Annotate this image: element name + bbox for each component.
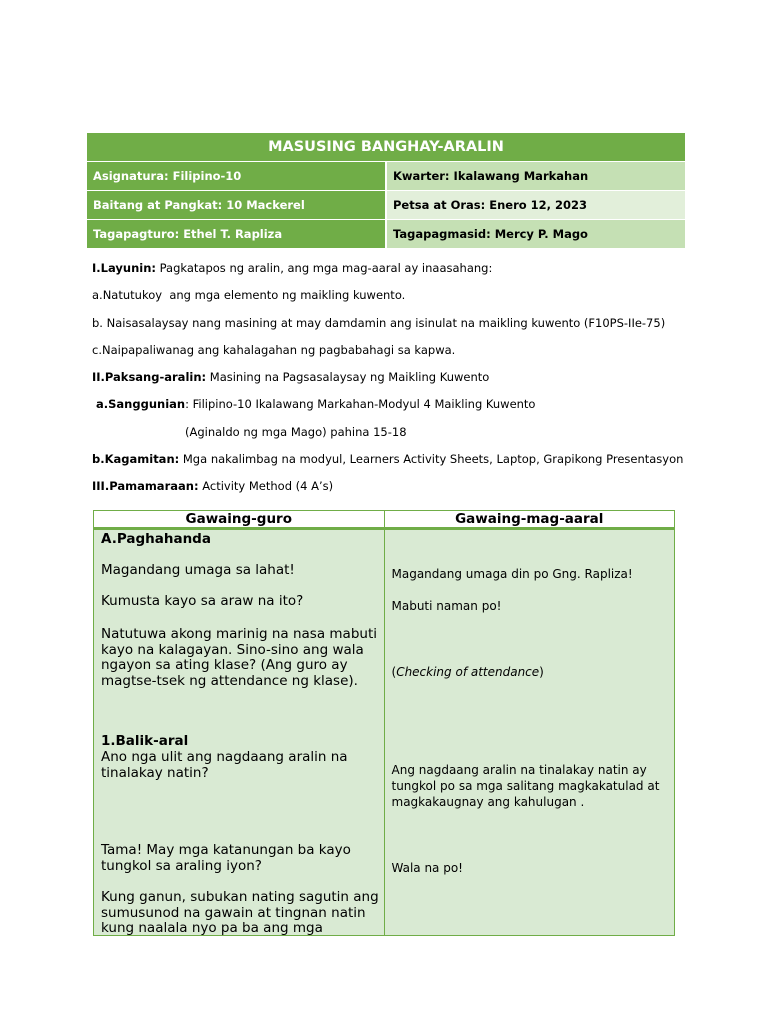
attendance-paren-close: ) <box>539 665 544 679</box>
teacher-cell: Tagapagturo: Ethel T. Rapliza <box>87 220 386 249</box>
objective-a: a.Natutukoy ang mga elemento ng maikling kuwento. <box>92 288 406 303</box>
objectives-label: I.Layunin: <box>92 261 156 275</box>
reference-text: : Filipino-10 Ikalawang Markahan-Modyul 4 Maikling Kuwento <box>185 397 536 412</box>
attendance-text: Checking of attendance <box>396 665 540 679</box>
procedure-line <box>92 480 692 493</box>
reference-continuation: (Aginaldo ng mga Mago) pahina 15-18 <box>185 424 407 439</box>
grade-section-cell: Baitang at Pangkat: 10 Mackerel <box>87 191 386 220</box>
student-activity-header: Gawaing-mag-aaral <box>384 511 675 529</box>
student-activity-cell <box>384 529 675 936</box>
student-greeting: Magandang umaga din po Gng. Rapliza! <box>391 567 633 581</box>
review-question: Ano nga ulit ang nagdaang aralin na tinalakay natin? <box>101 749 348 781</box>
student-no-questions: Wala na po! <box>391 861 463 875</box>
teacher-activity-header: Gawaing-guro <box>94 511 385 529</box>
teacher-follow-up: Tama! May mga katanungan ba kayo tungkol sa araling iyon? <box>101 842 351 874</box>
student-review-answer: Ang nagdaang aralin na tinalakay natin ay tungkol po sa mga salitang magkakatulad at magkakaugnay ang kahulugan . <box>391 763 660 809</box>
review-heading: 1.Balik-aral <box>101 733 189 749</box>
attendance-note <box>392 664 667 680</box>
student-activity-content <box>385 530 675 935</box>
teacher-activity-cell <box>94 529 385 936</box>
quarter-cell: Kwarter: Ikalawang Markahan <box>386 162 685 191</box>
teacher-greeting: Magandang umaga sa lahat! <box>101 562 295 578</box>
topic-line <box>92 371 692 384</box>
reference-label: a.Sanggunian <box>92 397 186 412</box>
procedure-text: Activity Method (4 A’s) <box>198 479 334 494</box>
topic-text: Masining na Pagsasalaysay ng Maikling Kuwento <box>206 370 490 385</box>
observer-cell: Tagapagmasid: Mercy P. Mago <box>386 220 685 249</box>
lesson-plan-title: MASUSING BANGHAY-ARALIN <box>87 133 685 162</box>
topic-label: II.Paksang-aralin: <box>92 370 207 385</box>
teacher-kumusta: Kumusta kayo sa araw na ito? <box>101 593 304 609</box>
materials-text: Mga nakalimbag na modyul, Learners Activity Sheets, Laptop, Grapikong Presentasyon <box>179 452 684 467</box>
objectives-text: Pagkatapos ng aralin, ang mga mag-aaral ay inaasahang: <box>155 261 493 275</box>
reference-line <box>92 398 692 411</box>
preparation-heading: A.Paghahanda <box>101 531 211 547</box>
materials-line <box>92 453 692 466</box>
student-mabuti: Mabuti naman po! <box>391 599 502 613</box>
objective-b: b. Naisasalaysay nang masining at may damdamin ang isinulat na maikling kuwento (F10PS-IIe-75) <box>92 315 666 330</box>
materials-label: b.Kagamitan: <box>92 452 180 467</box>
lesson-plan-header-table <box>87 133 685 248</box>
activity-table <box>93 510 675 936</box>
subject-cell: Asignatura: Filipino-10 <box>87 162 386 191</box>
objectives-intro <box>92 262 692 275</box>
objective-c: c.Naipapaliwanag ang kahalagahan ng pagbabahagi sa kapwa. <box>92 342 456 357</box>
procedure-label: III.Pamamaraan: <box>92 479 199 494</box>
teacher-instruction: Kung ganun, subukan nating sagutin ang sumusunod na gawain at tingnan natin kung naalala nyo pa ba ang mga <box>101 889 379 936</box>
date-time-cell: Petsa at Oras: Enero 12, 2023 <box>386 191 685 220</box>
teacher-activity-content <box>94 530 384 935</box>
attendance-paren-open: ( <box>391 665 397 679</box>
teacher-attendance: Natutuwa akong marinig na nasa mabuti kayo na kalagayan. Sino-sino ang wala ngayon sa ating klase? (Ang guro ay magtse-tsek ng attendance ng klase). <box>101 626 377 689</box>
lesson-body <box>92 262 692 508</box>
